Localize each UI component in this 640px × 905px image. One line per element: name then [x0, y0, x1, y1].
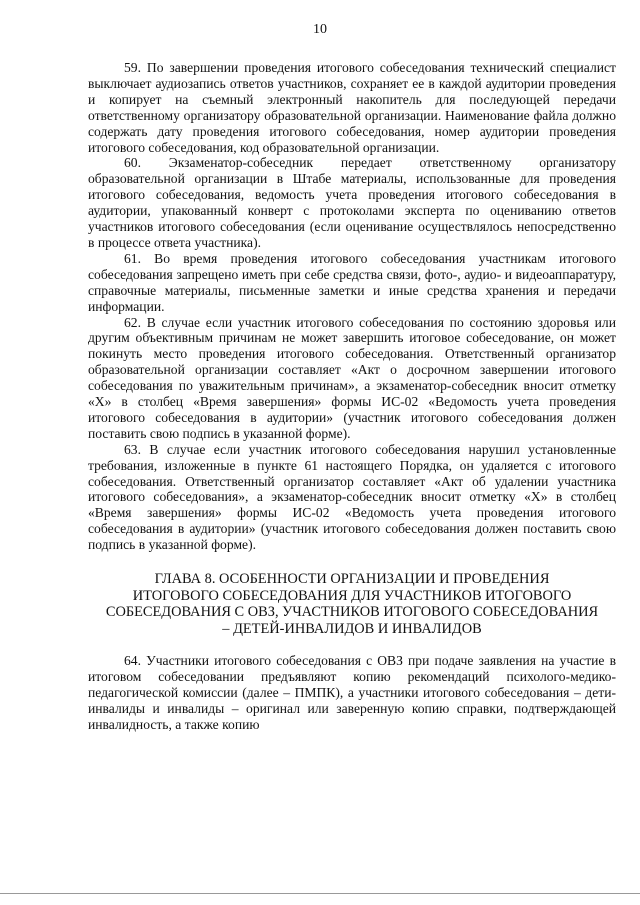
chapter-heading	[88, 571, 616, 637]
chapter-heading-line-4: – ДЕТЕЙ-ИНВАЛИДОВ И ИНВАЛИДОВ	[222, 620, 482, 637]
paragraph-62: 62. В случае если участник итогового собеседования по состоянию здоровья или другим объективным причинам не может завершить итоговое собеседование, он может покинуть место проведения итогового собеседования. Ответственный организатор образовательной организации составляет «Акт о досрочном завершении итогового собеседования по уважительным причинам», а экзаменатор-собеседник вносит отметку «X» в столбец «Время завершения» формы ИС-02 «Ведомость учета проведения итогового собеседования в аудитории» (участник итогового собеседования должен поставить свою подпись в указанной форме).	[88, 314, 616, 441]
paragraph-60: 60. Экзаменатор-собеседник передает ответственному организатору образовательной организации в Штабе материалы, использованные для проведения итогового собеседования, ведомость учета проведения итогового собеседования в аудитории, упакованный конверт с протоколами эксперта по оцениванию ответов участников итогового собеседования (если оценивание осуществлялось непосредственно в процессе ответа участника).	[88, 155, 616, 250]
scan-bottom-edge	[0, 893, 640, 894]
paragraph-59: 59. По завершении проведения итогового собеседования технический специалист выключает аудиозапись ответов участников, сохраняет ее в каждой аудитории проведения и копирует на съемный электронный накопитель для последующей передачи ответственному организатору образовательной организации. Наименование файла должно содержать дату проведения итогового собеседования, номер аудитории проведения итогового собеседования, код образовательной организации.	[88, 60, 616, 155]
paragraph-61: 61. Во время проведения итогового собеседования участникам итогового собеседования запрещено иметь при себе средства связи, фото-, аудио- и видеоаппаратуру, справочные материалы, письменные заметки и иные средства хранения и передачи информации.	[88, 250, 616, 314]
chapter-heading-line-3: СОБЕСЕДОВАНИЯ С ОВЗ, УЧАСТНИКОВ ИТОГОВОГО СОБЕСЕДОВАНИЯ	[105, 604, 599, 621]
chapter-heading-line-1: ГЛАВА 8. ОСОБЕННОСТИ ОРГАНИЗАЦИИ И ПРОВЕДЕНИЯ	[154, 571, 550, 588]
paragraph-63: 63. В случае если участник итогового собеседования нарушил установленные требования, изложенные в пункте 61 настоящего Порядка, он удаляется с итогового собеседования. Ответственный организатор составляет «Акт об удалении участника итогового собеседования», а экзаменатор-собеседник вносит отметку «X» в столбец «Время завершения» формы ИС-02 «Ведомость учета проведения итогового собеседования в аудитории» (участник итогового собеседования должен поставить свою подпись в указанной форме).	[88, 441, 616, 553]
paragraph-64: 64. Участники итогового собеседования с ОВЗ при подаче заявления на участие в итоговом собеседовании предъявляют копию рекомендаций психолого-медико-педагогической комиссии (далее – ПМПК), а участники итогового собеседования – дети-инвалиды и инвалиды – оригинал или заверенную копию справки, подтверждающей инвалидность, а также копию	[88, 653, 616, 733]
page-number: 10	[313, 22, 327, 37]
page-content	[88, 60, 616, 733]
chapter-heading-line-2: ИТОГОВОГО СОБЕСЕДОВАНИЯ ДЛЯ УЧАСТНИКОВ ИТОГОВОГО	[132, 587, 572, 604]
